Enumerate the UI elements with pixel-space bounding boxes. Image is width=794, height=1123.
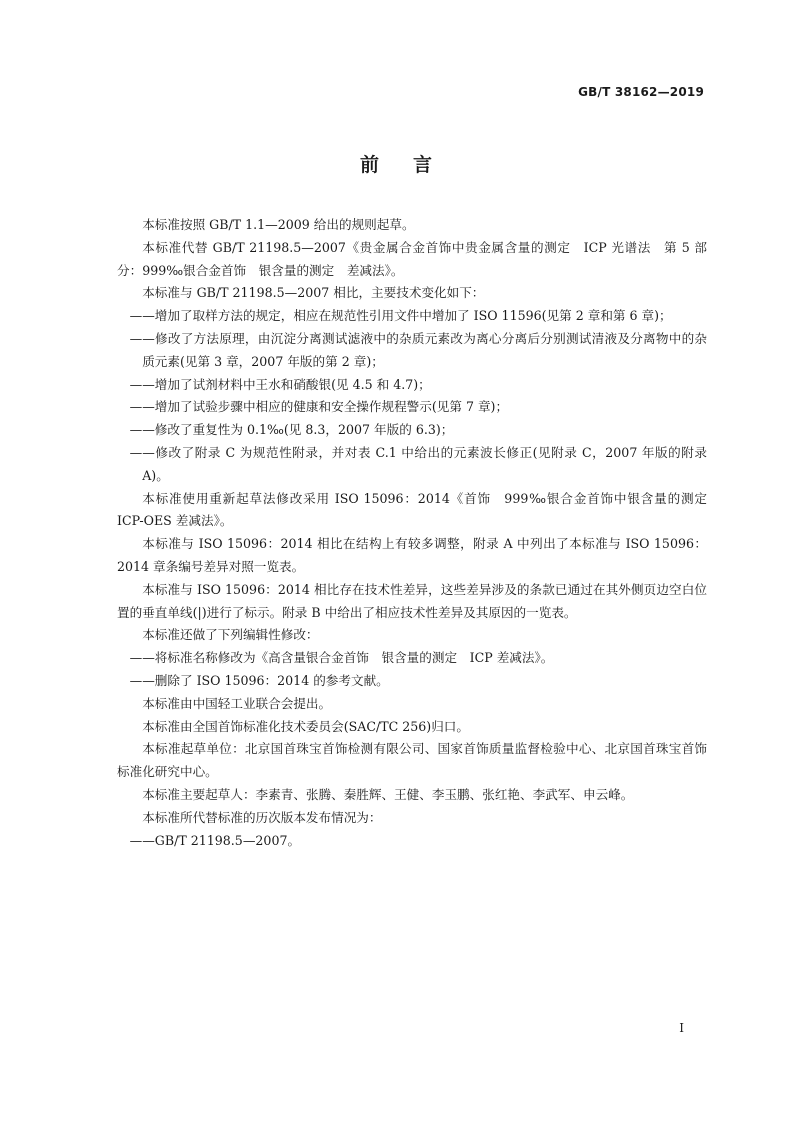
paragraph-replacement: 本标准代替 GB/T 21198.5—2007《贵金属合金首饰中贵金属含量的测定 ICP 光谱法 第 5 部分：999‰银合金首饰 银含量的测定 差减法》。: [117, 239, 707, 278]
page-title: [0, 150, 794, 177]
paragraph-technical-diff: 本标准与 ISO 15096：2014 相比存在技术性差异，这些差异涉及的条款已通过在其外侧页边空白位置的垂直单线(|)进行了标示。附录 B 中给出了相应技术性差异及其原因的一览表。: [117, 581, 707, 620]
list-item-edit: ——删除了 ISO 15096：2014 的参考文献。: [129, 672, 389, 688]
list-item-edit: ——将标准名称修改为《高含量银合金首饰 银含量的测定 ICP 差减法》。: [129, 650, 554, 666]
list-item-change: ——增加了试验步骤中相应的健康和安全操作规程警示(见第 7 章)；: [129, 399, 509, 415]
paragraph-proposer: 本标准由中国轻工业联合会提出。: [142, 695, 332, 711]
list-item-change: ——修改了方法原理，由沉淀分离测试滤液中的杂质元素改为离心分离后分别测试清液及分离物中的杂质元素(见第 3 章，2007 年版的第 2 章)；: [129, 330, 707, 369]
foreword-body: [117, 214, 720, 852]
list-item-change: ——修改了附录 C 为规范性附录，并对表 C.1 中给出的元素波长修正(见附录 C，2007 年版的附录 A)。: [129, 444, 707, 483]
paragraph-drafting-units: 本标准起草单位：北京国首珠宝首饰检测有限公司、国家首饰质量监督检验中心、北京国首珠宝首饰标准化研究中心。: [117, 741, 707, 780]
list-item-change: ——增加了试剂材料中王水和硝酸银(见 4.5 和 4.7)；: [129, 376, 431, 392]
paragraph-editorial-intro: 本标准还做了下列编辑性修改：: [142, 627, 319, 643]
paragraph-drafting-rules: 本标准按照 GB/T 1.1—2009 给出的规则起草。: [142, 217, 415, 232]
paragraph-changes-intro: 本标准与 GB/T 21198.5—2007 相比，主要技术变化如下：: [142, 285, 485, 301]
paragraph-iso-adoption: 本标准使用重新起草法修改采用 ISO 15096：2014《首饰 999‰银合金首饰中银含量的测定 ICP-OES 差减法》。: [117, 490, 720, 529]
standard-code: GB/T 38162—2019: [578, 85, 704, 99]
paragraph-structure-diff: 本标准与 ISO 15096：2014 相比在结构上有较多调整，附录 A 中列出了本标准与 ISO 15096：2014 章条编号差异对照一览表。: [117, 536, 707, 574]
list-item-change: ——修改了重复性为 0.1‰(见 8.3，2007 年版的 6.3)；: [129, 422, 454, 438]
list-item-change: ——增加了取样方法的规定，相应在规范性引用文件中增加了 ISO 11596(见第 2 章和第 6 章)；: [129, 308, 672, 324]
paragraph-drafters: 本标准主要起草人：李素青、张腾、秦胜辉、王健、李玉鹏、张红艳、李武军、申云峰。: [142, 786, 634, 802]
title-char-1: 前: [359, 154, 381, 176]
paragraph-history-intro: 本标准所代替标准的历次版本发布情况为：: [142, 809, 382, 825]
title-char-2: 言: [413, 154, 435, 176]
page-number: I: [679, 1021, 684, 1035]
paragraph-committee: 本标准由全国首饰标准化技术委员会(SAC/TC 256)归口。: [142, 718, 469, 734]
list-item-history: ——GB/T 21198.5—2007。: [129, 832, 301, 848]
